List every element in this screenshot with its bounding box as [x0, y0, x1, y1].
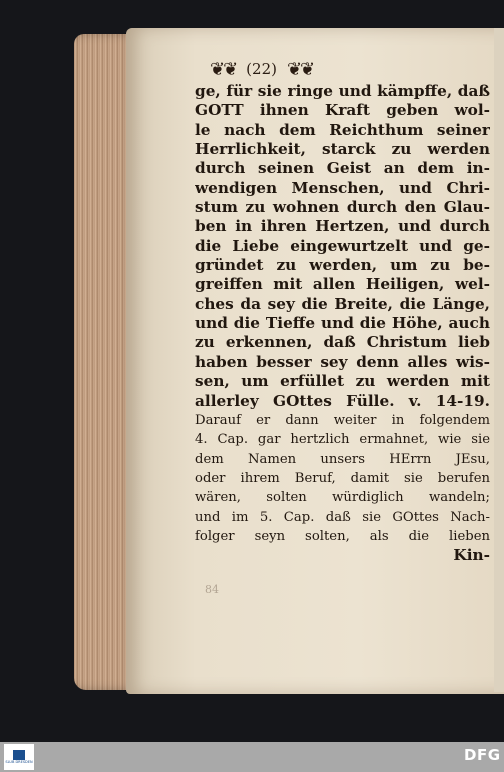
text-line: dem Namen unsers HErrn JEsu, [195, 451, 490, 467]
text-line: sen, um erfüllet zu werden mit [195, 372, 490, 391]
text-line: oder ihrem Beruf, damit sie berufen [195, 470, 490, 486]
library-logo-text: SLUB DRESDEN [5, 760, 33, 764]
page-header [210, 56, 410, 82]
library-stamp: 84 [205, 583, 219, 596]
page-number: (22) [246, 60, 277, 78]
text-line: GOTT ihnen Kraft geben wol- [195, 101, 490, 120]
text-line: stum zu wohnen durch den Glau- [195, 198, 490, 217]
body-text [195, 82, 490, 566]
text-line: 4. Cap. gar hertzlich ermahnet, wie sie [195, 432, 490, 448]
text-line: folger seyn solten, als die lieben [195, 528, 490, 544]
text-line: Kin- [453, 546, 490, 565]
text-line: und die Tieffe und die Höhe, auch [195, 314, 490, 333]
library-logo[interactable] [4, 744, 34, 770]
text-line: und im 5. Cap. daß sie GOttes Nach- [195, 509, 490, 525]
text-line: allerley GOttes Fülle. v. 14-19. [195, 391, 490, 410]
text-line: wären, solten würdiglich wandeln; [195, 490, 490, 506]
text-line: greiffen mit allen Heiligen, wel- [195, 275, 490, 294]
text-line: Herrlichkeit, starck zu werden [195, 140, 490, 159]
ornament-right-icon: ❦❦ [286, 58, 314, 80]
text-line: wendigen Menschen, und Chri- [195, 178, 490, 197]
text-line: Darauf er dann weiter in folgendem [195, 412, 490, 428]
text-line: ben in ihren Hertzen, und durch [195, 217, 490, 236]
text-line: gründet zu werden, um zu be- [195, 256, 490, 275]
facing-page-edge [494, 28, 504, 692]
dfg-logo[interactable]: DFG [464, 746, 501, 764]
viewer-footer [0, 742, 504, 772]
text-line: ches da sey die Breite, die Länge, [195, 294, 490, 313]
text-line: ge, für sie ringe und kämpffe, daß [195, 82, 490, 100]
library-logo-icon [13, 750, 25, 760]
text-line: durch seinen Geist an dem in- [195, 159, 490, 178]
text-line: zu erkennen, daß Christum lieb [195, 333, 490, 352]
text-line: le nach dem Reichthum seiner [195, 120, 490, 139]
text-line: die Liebe eingewurtzelt und ge- [195, 236, 490, 255]
ornament-left-icon: ❦❦ [210, 58, 237, 80]
text-line: haben besser sey denn alles wis- [195, 352, 490, 371]
